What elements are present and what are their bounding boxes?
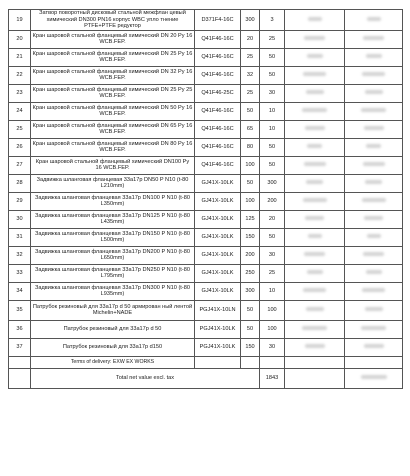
row-number: 20: [9, 30, 31, 48]
item-dn: 50: [241, 174, 260, 192]
redacted-price-cell: [285, 282, 345, 300]
row-number: 19: [9, 10, 31, 31]
item-type-code: GJ41X-10LK: [195, 174, 241, 192]
row-number: 28: [9, 174, 31, 192]
redacted-price-cell: [285, 210, 345, 228]
empty-cell: [9, 356, 31, 368]
item-description: Кран шаровой стальной фланцевый химический DN 25 Py 16 WCB.FEP.: [31, 48, 195, 66]
row-number: 35: [9, 300, 31, 320]
item-type-code: PGJ41X-10LN: [195, 300, 241, 320]
redaction-blur: [305, 126, 325, 130]
item-dn: 50: [241, 102, 260, 120]
item-quantity: 50: [260, 228, 285, 246]
item-dn: 25: [241, 84, 260, 102]
table-row: [9, 300, 403, 320]
empty-cell: [285, 368, 345, 388]
redacted-total-cell: [345, 368, 403, 388]
item-description: Кран шаровой стальной фланцевый химический DN 20 Py 16 WCB.FEP.: [31, 30, 195, 48]
item-quantity: 3: [260, 10, 285, 31]
table-row: [9, 320, 403, 338]
redacted-amount-cell: [345, 264, 403, 282]
row-number: 32: [9, 246, 31, 264]
item-quantity: 10: [260, 282, 285, 300]
empty-cell: [195, 356, 241, 368]
row-number: 24: [9, 102, 31, 120]
redacted-amount-cell: [345, 48, 403, 66]
item-dn: 150: [241, 228, 260, 246]
redacted-amount-cell: [345, 138, 403, 156]
redaction-blur: [303, 198, 327, 202]
item-type-code: Q41F46-16C: [195, 156, 241, 174]
empty-cell: [345, 356, 403, 368]
redaction-blur: [366, 144, 381, 148]
item-quantity: 20: [260, 210, 285, 228]
redacted-price-cell: [285, 138, 345, 156]
item-description: Задвижка шланговая фланцевая 33a17p DN300 P N10 (t-80 L935mm): [31, 282, 195, 300]
item-dn: 300: [241, 282, 260, 300]
redaction-blur: [365, 307, 383, 311]
item-type-code: Q41F46-16C: [195, 120, 241, 138]
item-description: Задвижка шланговая фланцевая 33a17p DN100 P N10 (t-80 L350mm): [31, 192, 195, 210]
table-row: [9, 246, 403, 264]
redacted-amount-cell: [345, 300, 403, 320]
redacted-price-cell: [285, 320, 345, 338]
item-quantity: 50: [260, 156, 285, 174]
table-row: [9, 156, 403, 174]
empty-cell: [285, 356, 345, 368]
empty-cell: [241, 356, 260, 368]
row-number: 29: [9, 192, 31, 210]
terms-row: [9, 356, 403, 368]
item-dn: 25: [241, 48, 260, 66]
item-description: Задвижка шланговая фланцевая 33a17p DN200 P N10 (t-80 L650mm): [31, 246, 195, 264]
item-quantity: 10: [260, 120, 285, 138]
redaction-blur: [308, 17, 322, 21]
table-row: [9, 66, 403, 84]
item-type-code: D371F4-16C: [195, 10, 241, 31]
item-dn: 100: [241, 192, 260, 210]
redacted-price-cell: [285, 84, 345, 102]
item-description: Патрубок резиновый для 33a17p d150: [31, 338, 195, 356]
specification-table: [8, 9, 403, 389]
redacted-amount-cell: [345, 156, 403, 174]
redacted-amount-cell: [345, 102, 403, 120]
redaction-blur: [304, 162, 326, 166]
redaction-blur: [302, 326, 327, 330]
redacted-price-cell: [285, 228, 345, 246]
item-dn: 20: [241, 30, 260, 48]
row-number: 21: [9, 48, 31, 66]
redaction-blur: [361, 326, 386, 330]
table-row: [9, 84, 403, 102]
total-quantity: 1843: [260, 368, 285, 388]
item-type-code: PGJ41X-10LK: [195, 338, 241, 356]
item-quantity: 100: [260, 320, 285, 338]
table-row: [9, 120, 403, 138]
item-quantity: 200: [260, 192, 285, 210]
row-number: 34: [9, 282, 31, 300]
item-quantity: 30: [260, 246, 285, 264]
redacted-amount-cell: [345, 174, 403, 192]
item-quantity: 50: [260, 66, 285, 84]
table-row: [9, 338, 403, 356]
redaction-blur: [305, 216, 324, 220]
item-description: Кран шаровой стальной фланцевый химический DN 65 Py 16 WCB.FEP.: [31, 120, 195, 138]
redaction-blur: [361, 108, 386, 112]
item-type-code: GJ41X-10LK: [195, 228, 241, 246]
redacted-price-cell: [285, 10, 345, 31]
item-type-code: Q41F46-16C: [195, 48, 241, 66]
redaction-blur: [365, 180, 382, 184]
item-type-code: Q41F46-16C: [195, 102, 241, 120]
redacted-amount-cell: [345, 84, 403, 102]
terms-of-delivery: Terms of delivery: EXW EX WORKS: [31, 356, 195, 368]
item-type-code: Q41F46-16C: [195, 30, 241, 48]
redacted-amount-cell: [345, 10, 403, 31]
redacted-price-cell: [285, 264, 345, 282]
redaction-blur: [363, 252, 384, 256]
redaction-blur: [363, 162, 385, 166]
redacted-amount-cell: [345, 30, 403, 48]
item-quantity: 50: [260, 48, 285, 66]
redaction-blur: [364, 344, 384, 348]
item-quantity: 25: [260, 264, 285, 282]
item-type-code: GJ41X-10LK: [195, 282, 241, 300]
item-quantity: 30: [260, 84, 285, 102]
redaction-blur: [364, 216, 383, 220]
item-description: Задвижка шланговая фланцевая 33a17p DN250 P N10 (t-80 L795mm): [31, 264, 195, 282]
item-type-code: Q41F46-16C: [195, 66, 241, 84]
redaction-blur: [306, 307, 324, 311]
total-label: Total net value excl. tax: [31, 368, 260, 388]
item-type-code: GJ41X-10LK: [195, 246, 241, 264]
redacted-amount-cell: [345, 228, 403, 246]
table-row: [9, 174, 403, 192]
item-description: Затвор поворотный дисковый стальной межфлан цевый химический DN300 PN16 корпус WBC упло тнение PTFE+PTFE редуктор: [31, 10, 195, 31]
redacted-price-cell: [285, 192, 345, 210]
redaction-blur: [364, 126, 384, 130]
row-number: 27: [9, 156, 31, 174]
row-number: 26: [9, 138, 31, 156]
redacted-amount-cell: [345, 210, 403, 228]
redaction-blur: [366, 270, 382, 274]
redaction-blur: [367, 17, 381, 21]
item-type-code: GJ41X-10LK: [195, 264, 241, 282]
redaction-blur: [361, 375, 387, 379]
table-row: [9, 282, 403, 300]
item-dn: 50: [241, 320, 260, 338]
item-type-code: Q41F46-25C: [195, 84, 241, 102]
item-description: Кран шаровой стальной фланцевый химический DN 50 Py 16 WCB.FEP.: [31, 102, 195, 120]
table-row: [9, 30, 403, 48]
redaction-blur: [306, 90, 324, 94]
redaction-blur: [362, 198, 386, 202]
redacted-price-cell: [285, 246, 345, 264]
item-dn: 150: [241, 338, 260, 356]
redaction-blur: [366, 54, 382, 58]
redacted-amount-cell: [345, 66, 403, 84]
item-quantity: 100: [260, 300, 285, 320]
redaction-blur: [303, 288, 326, 292]
redaction-blur: [304, 36, 325, 40]
item-type-code: GJ41X-10LK: [195, 192, 241, 210]
row-number: 33: [9, 264, 31, 282]
item-quantity: 10: [260, 102, 285, 120]
redaction-blur: [362, 72, 385, 76]
redaction-blur: [303, 72, 326, 76]
empty-cell: [9, 368, 31, 388]
redaction-blur: [304, 252, 325, 256]
redacted-price-cell: [285, 120, 345, 138]
row-number: 25: [9, 120, 31, 138]
table-row: [9, 48, 403, 66]
item-dn: 80: [241, 138, 260, 156]
item-description: Патрубок резиновый для 33a17p d 50 армирован ный лентой Michelin+NADE: [31, 300, 195, 320]
redaction-blur: [362, 288, 385, 292]
redacted-price-cell: [285, 174, 345, 192]
redaction-blur: [363, 36, 384, 40]
redacted-price-cell: [285, 156, 345, 174]
redacted-price-cell: [285, 338, 345, 356]
item-type-code: Q41F46-16C: [195, 138, 241, 156]
item-quantity: 300: [260, 174, 285, 192]
redaction-blur: [307, 144, 322, 148]
redaction-blur: [367, 234, 381, 238]
redacted-amount-cell: [345, 246, 403, 264]
item-dn: 300: [241, 10, 260, 31]
table-row: [9, 138, 403, 156]
redaction-blur: [307, 54, 323, 58]
item-description: Кран шаровой стальной фланцевый химический DN100 Py 16 WCB.FEP.: [31, 156, 195, 174]
row-number: 22: [9, 66, 31, 84]
item-dn: 32: [241, 66, 260, 84]
item-quantity: 50: [260, 138, 285, 156]
item-type-code: PGJ41X-10LK: [195, 320, 241, 338]
item-description: Кран шаровой стальной фланцевый химический DN 32 Py 16 WCB.FEP.: [31, 66, 195, 84]
redacted-price-cell: [285, 66, 345, 84]
redaction-blur: [308, 234, 322, 238]
redacted-amount-cell: [345, 282, 403, 300]
redaction-blur: [307, 270, 323, 274]
table-row: [9, 228, 403, 246]
table-row: [9, 102, 403, 120]
table-row: [9, 10, 403, 31]
redacted-amount-cell: [345, 338, 403, 356]
item-description: Задвижка шланговая фланцевая 33a17p DN50 P N10 (t-80 L210mm): [31, 174, 195, 192]
table-body: [9, 10, 403, 389]
total-row: [9, 368, 403, 388]
item-type-code: GJ41X-10LK: [195, 210, 241, 228]
item-dn: 200: [241, 246, 260, 264]
redacted-price-cell: [285, 102, 345, 120]
item-dn: 100: [241, 156, 260, 174]
redacted-price-cell: [285, 300, 345, 320]
redacted-price-cell: [285, 48, 345, 66]
row-number: 30: [9, 210, 31, 228]
redaction-blur: [302, 108, 327, 112]
item-description: Кран шаровой стальной фланцевый химический DN 80 Py 16 WCB.FEP.: [31, 138, 195, 156]
item-dn: 65: [241, 120, 260, 138]
row-number: 37: [9, 338, 31, 356]
redaction-blur: [306, 180, 323, 184]
item-dn: 250: [241, 264, 260, 282]
redaction-blur: [305, 344, 325, 348]
redacted-amount-cell: [345, 320, 403, 338]
item-description: Задвижка шланговая фланцевая 33a17p DN125 P N10 (t-80 L435mm): [31, 210, 195, 228]
redacted-amount-cell: [345, 120, 403, 138]
empty-cell: [260, 356, 285, 368]
redacted-amount-cell: [345, 192, 403, 210]
redacted-price-cell: [285, 30, 345, 48]
row-number: 31: [9, 228, 31, 246]
row-number: 23: [9, 84, 31, 102]
item-description: Патрубок резиновый для 33a17p d 50: [31, 320, 195, 338]
item-dn: 50: [241, 300, 260, 320]
item-dn: 125: [241, 210, 260, 228]
item-quantity: 25: [260, 30, 285, 48]
item-description: Задвижка шланговая фланцевая 33a17p DN150 P N10 (t-80 L500mm): [31, 228, 195, 246]
table-row: [9, 264, 403, 282]
table-row: [9, 210, 403, 228]
item-quantity: 30: [260, 338, 285, 356]
redaction-blur: [365, 90, 383, 94]
row-number: 36: [9, 320, 31, 338]
table-row: [9, 192, 403, 210]
item-description: Кран шаровой стальной фланцевый химический DN 25 Py 25 WCB.FEP.: [31, 84, 195, 102]
